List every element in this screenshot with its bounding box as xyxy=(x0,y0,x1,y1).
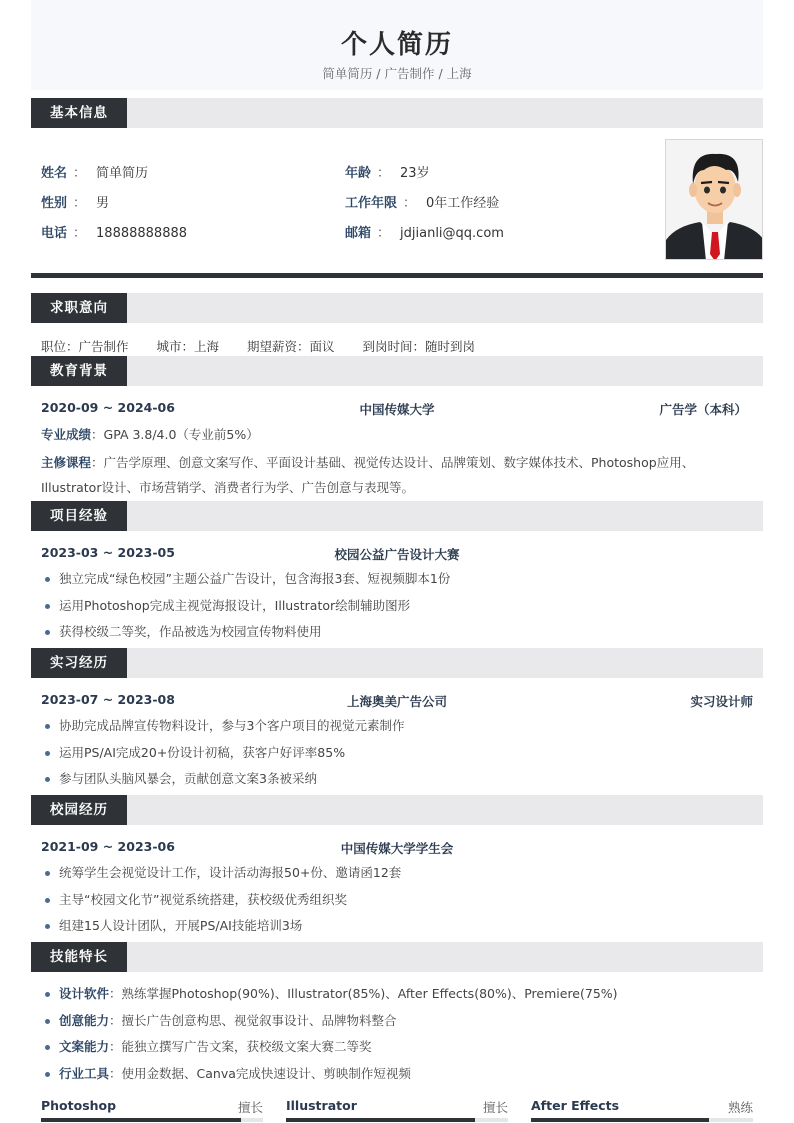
page-subtitle: 简单简历 / 广告制作 / 上海 xyxy=(322,66,472,81)
info-email xyxy=(345,222,504,241)
project-row xyxy=(41,545,753,563)
skill-value: ：擅长广告创意构思、视觉叙事设计、品牌物料整合 xyxy=(109,1012,397,1028)
list-item: 运用PS/AI完成20+份设计初稿，获客户好评率85% xyxy=(41,740,753,767)
info-colon: ： xyxy=(403,196,417,211)
skill-item xyxy=(41,1008,753,1035)
avatar-illustration-icon xyxy=(666,140,763,260)
section-basic-info xyxy=(31,98,763,128)
info-value: 男 xyxy=(96,196,110,211)
skill-bar-name: Photoshop xyxy=(41,1098,117,1113)
project-date: 2023-03 ~ 2023-05 xyxy=(41,545,175,560)
section-internship xyxy=(31,648,763,678)
section-skills xyxy=(31,942,763,972)
list-item: 获得校级二等奖，作品被选为校园宣传物料使用 xyxy=(41,619,753,646)
page-title: 个人简历 xyxy=(340,30,453,60)
info-colon: ： xyxy=(377,226,391,241)
info-label: 工作年限 xyxy=(345,196,398,211)
internship-row xyxy=(41,692,753,710)
section-title: 技能特长 xyxy=(31,942,127,972)
skill-bar-name: After Effects xyxy=(531,1098,620,1113)
gpa-label: 专业成绩 xyxy=(41,427,92,442)
courses-label: 主修课程 xyxy=(41,455,92,470)
skill-bar-level: 擅长 xyxy=(237,1100,263,1115)
job-intent-row xyxy=(41,337,503,355)
education-gpa xyxy=(41,422,753,448)
gpa-value: ：GPA 3.8/4.0（专业前5%） xyxy=(91,427,259,442)
section-title: 基本信息 xyxy=(31,98,127,128)
internship-bullets xyxy=(41,713,753,793)
skill-bar-level: 擅长 xyxy=(482,1100,508,1115)
skill-bar-level: 熟练 xyxy=(727,1100,753,1115)
section-job-intent xyxy=(31,293,763,323)
skill-bar-fill xyxy=(41,1118,241,1122)
list-item: 组建15人设计团队，开展PS/AI技能培训3场 xyxy=(41,913,753,940)
section-education xyxy=(31,356,763,386)
info-label: 性别 xyxy=(41,196,68,211)
info-phone xyxy=(41,222,187,241)
info-colon: ： xyxy=(73,166,87,181)
skill-bar-fill xyxy=(286,1118,475,1122)
skill-bar-after-effects xyxy=(531,1096,753,1123)
skill-value: ：使用金数据、Canva完成快速设计、剪映制作短视频 xyxy=(109,1065,411,1081)
skill-bar-fill xyxy=(531,1118,709,1122)
intent-city: 城市：上海 xyxy=(156,339,220,354)
education-school: 中国传媒大学 xyxy=(359,402,435,417)
list-item: 统筹学生会视觉设计工作，设计活动海报50+份、邀请函12套 xyxy=(41,860,753,887)
campus-date: 2021-09 ~ 2023-06 xyxy=(41,839,175,854)
section-title: 教育背景 xyxy=(31,356,127,386)
info-name xyxy=(41,162,148,181)
info-label: 电话 xyxy=(41,226,68,241)
skill-label: 创意能力 xyxy=(59,1012,110,1028)
project-name: 校园公益广告设计大赛 xyxy=(334,547,460,562)
skill-bar-photoshop xyxy=(41,1096,263,1123)
profile-photo xyxy=(665,139,763,260)
list-item: 运用Photoshop完成主视觉海报设计，Illustrator绘制辅助图形 xyxy=(41,593,753,620)
section-projects xyxy=(31,501,763,531)
section-campus xyxy=(31,795,763,825)
internship-role: 实习设计师 xyxy=(690,694,753,709)
education-courses xyxy=(41,450,753,500)
skill-bar-illustrator xyxy=(286,1096,508,1123)
campus-bullets xyxy=(41,860,753,940)
info-value: 简单简历 xyxy=(96,166,149,181)
info-age xyxy=(345,162,430,181)
skill-value: ：能独立撰写广告文案，获校级文案大赛二等奖 xyxy=(109,1039,372,1054)
section-title: 实习经历 xyxy=(31,648,127,678)
campus-row xyxy=(41,839,753,857)
intent-start-time: 到岗时间：随时到岗 xyxy=(362,339,476,354)
skill-bar-track xyxy=(286,1118,508,1122)
section-title: 校园经历 xyxy=(31,795,127,825)
list-item: 参与团队头脑风暴会，贡献创意文案3条被采纳 xyxy=(41,766,753,793)
list-item: 独立完成“绿色校园”主题公益广告设计，包含海报3套、短视频脚本1份 xyxy=(41,566,753,593)
skill-item xyxy=(41,981,753,1008)
list-item: 主导“校园文化节”视觉系统搭建，获校级优秀组织奖 xyxy=(41,887,753,914)
skill-label: 设计软件 xyxy=(59,986,110,1001)
skill-bar-track xyxy=(531,1118,753,1122)
project-bullets xyxy=(41,566,753,646)
education-date: 2020-09 ~ 2024-06 xyxy=(41,400,175,415)
info-colon: ： xyxy=(73,196,87,211)
skill-bar-track xyxy=(41,1118,263,1122)
info-experience-years xyxy=(345,192,499,211)
education-row xyxy=(41,400,753,418)
resume-page xyxy=(31,0,763,1123)
section-title: 项目经验 xyxy=(31,501,127,531)
info-label: 姓名 xyxy=(41,166,68,181)
education-degree: 广告学（本科） xyxy=(659,402,747,417)
info-value: 18888888888 xyxy=(96,226,188,241)
intent-salary: 期望薪资：面议 xyxy=(247,339,335,354)
info-value: 0年工作经验 xyxy=(426,196,500,211)
skill-label: 行业工具 xyxy=(59,1065,110,1081)
info-colon: ： xyxy=(73,226,87,241)
intent-position: 职位：广告制作 xyxy=(41,339,129,354)
info-value: 23岁 xyxy=(400,166,430,181)
info-label: 年龄 xyxy=(345,166,372,181)
skill-value: ：熟练掌握Photoshop(90%)、Illustrator(85%)、After Effects(80%)、Premiere(75%) xyxy=(109,986,618,1001)
internship-company: 上海奥美广告公司 xyxy=(346,694,447,709)
list-item: 协助完成品牌宣传物料设计，参与3个客户项目的视觉元素制作 xyxy=(41,713,753,740)
info-colon: ： xyxy=(377,166,391,181)
info-gender xyxy=(41,192,109,211)
campus-org: 中国传媒大学学生会 xyxy=(340,841,454,856)
skill-label: 文案能力 xyxy=(59,1039,110,1054)
info-label: 邮箱 xyxy=(345,226,372,241)
internship-date: 2023-07 ~ 2023-08 xyxy=(41,692,175,707)
info-value: jdjianli@qq.com xyxy=(400,226,504,241)
skills-list xyxy=(41,981,753,1087)
skill-item xyxy=(41,1061,753,1088)
skill-item xyxy=(41,1034,753,1061)
section-title: 求职意向 xyxy=(31,293,127,323)
courses-value: ：广告学原理、创意文案写作、平面设计基础、视觉传达设计、品牌策划、数字媒体技术、Photoshop应用、Illustrator设计、市场营销学、消费者行为学、广告创意与表现等。 xyxy=(41,455,695,495)
section-divider xyxy=(31,273,763,278)
skill-bar-name: Illustrator xyxy=(286,1098,357,1113)
